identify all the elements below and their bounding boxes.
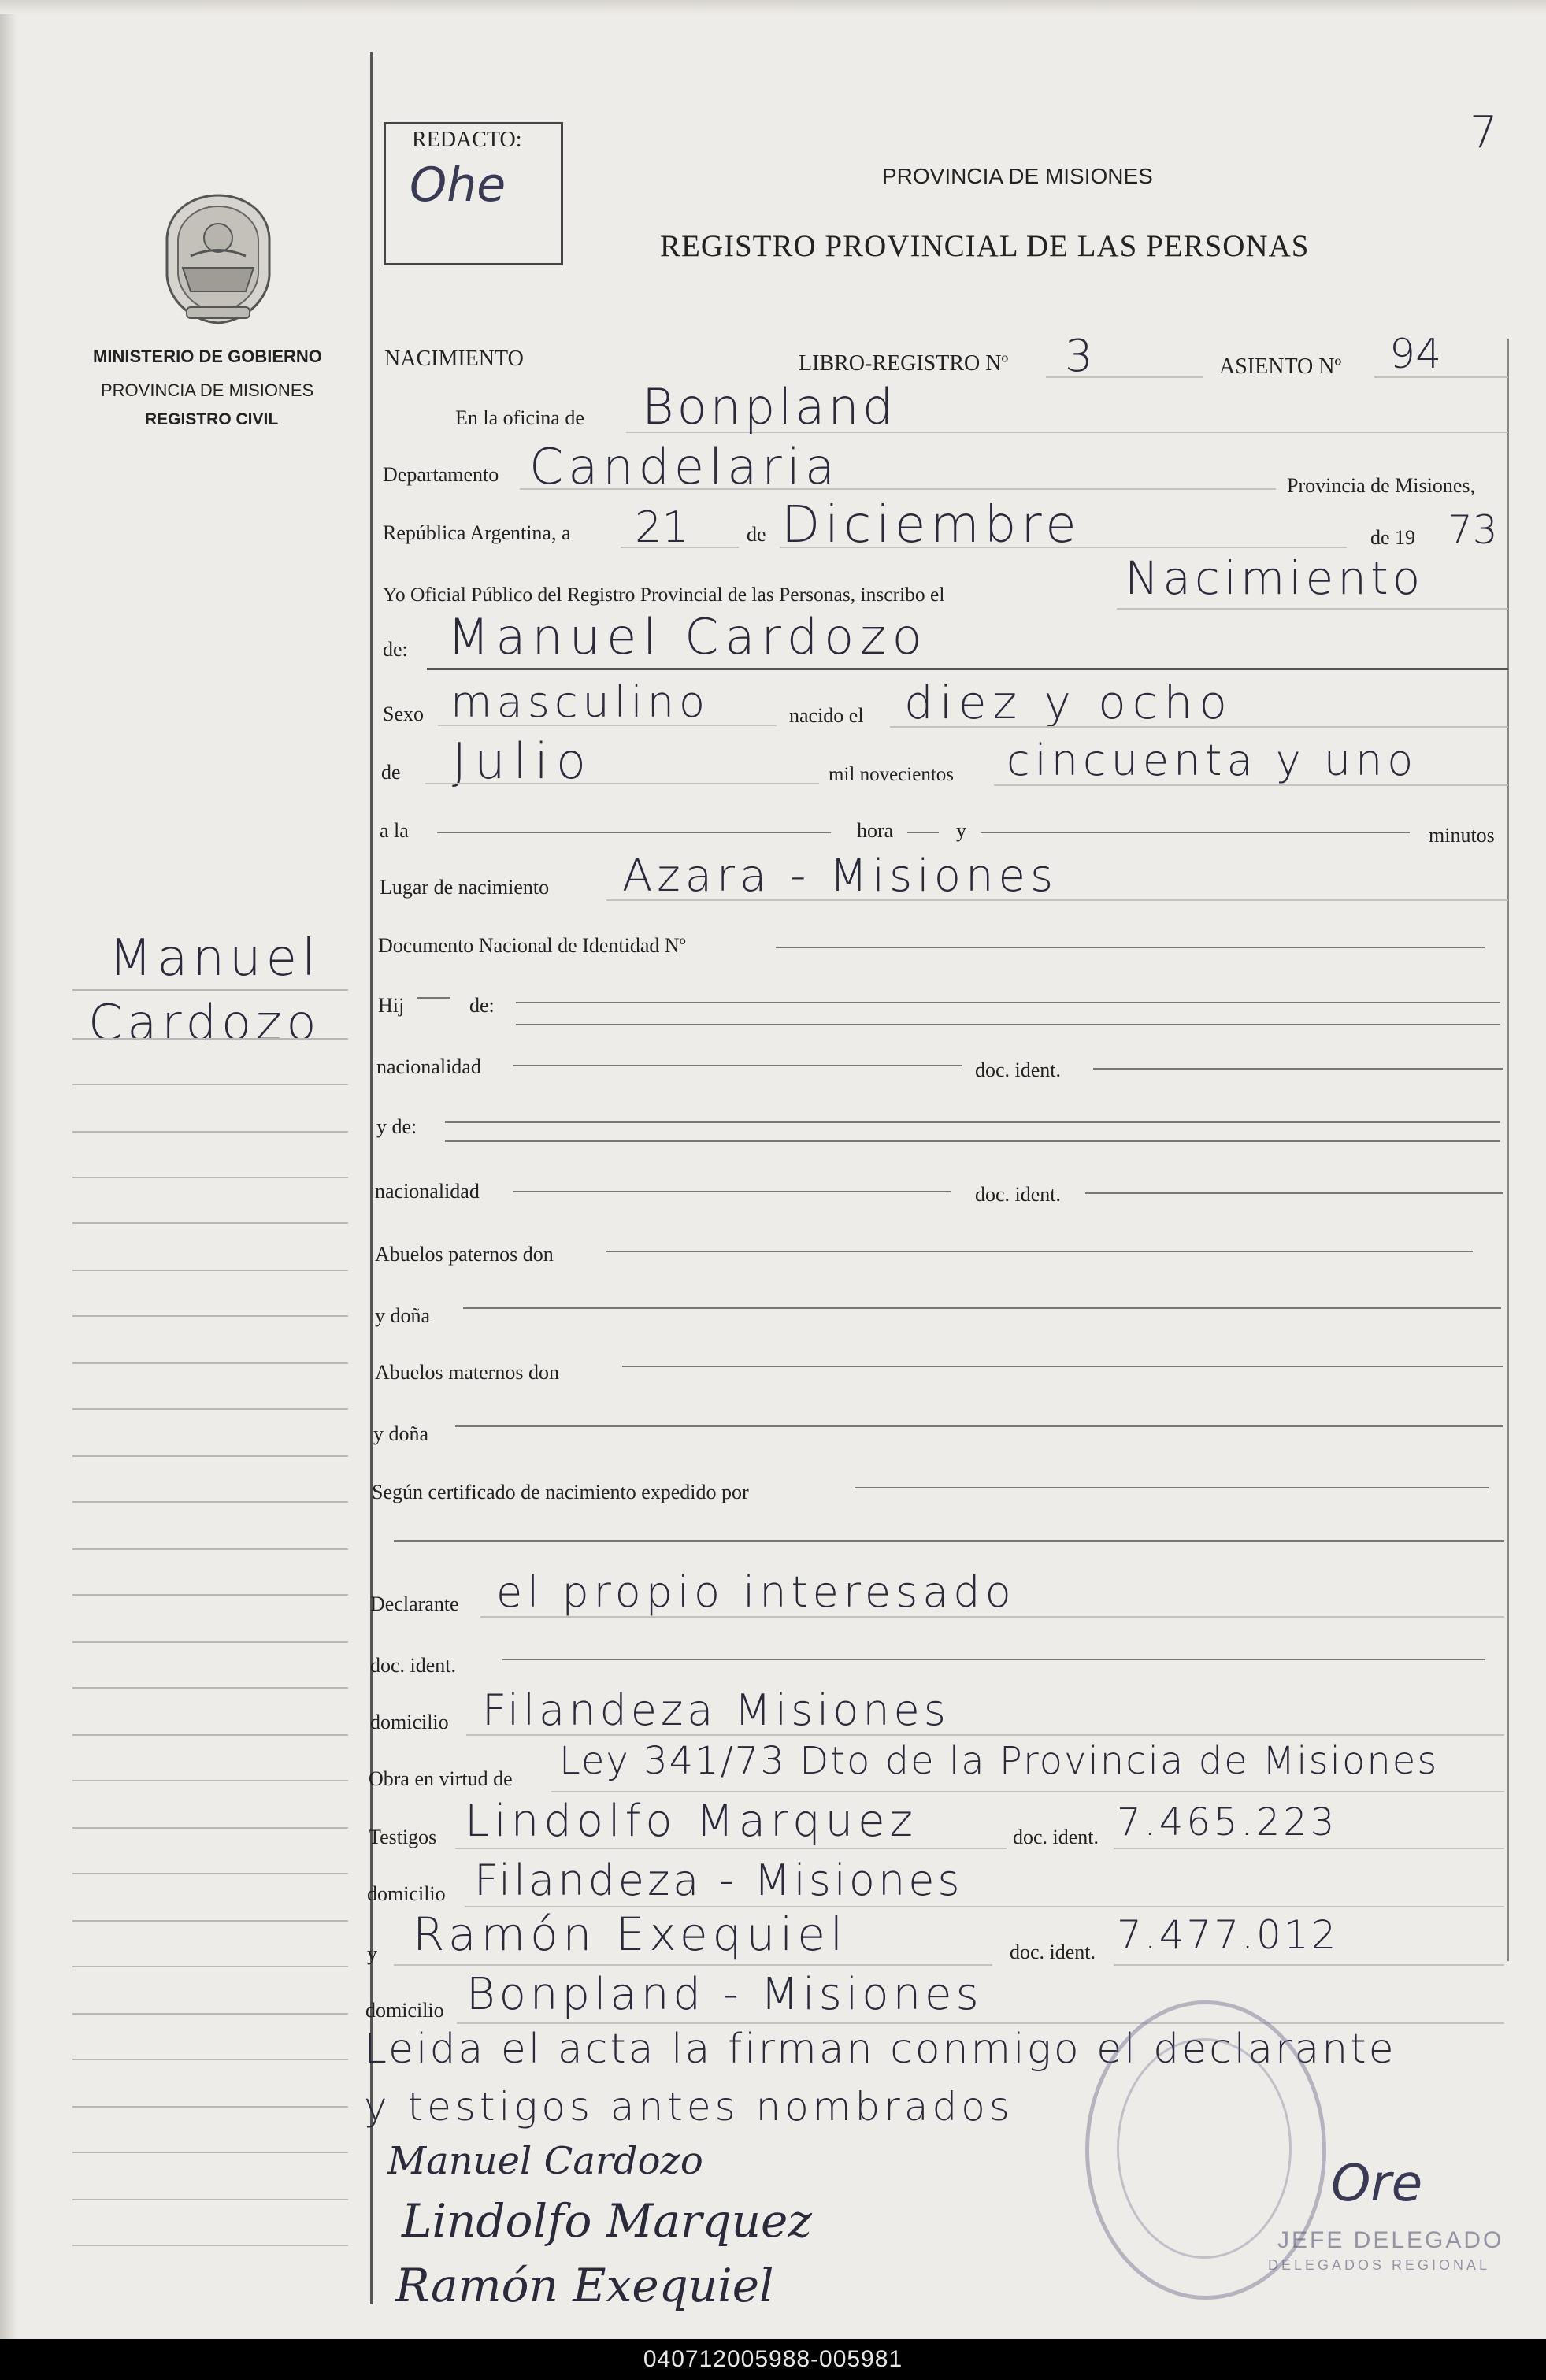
margin-guide-line: [72, 1548, 348, 1550]
domicilio-label: domicilio: [370, 1711, 449, 1733]
margin-guide-line: [72, 1408, 348, 1410]
month-value: Diciembre: [781, 496, 1081, 554]
margin-guide-line: [72, 1687, 348, 1689]
margin-guide-line: [72, 2199, 348, 2200]
nacido-value: diez y ocho: [904, 676, 1233, 729]
domicilio3-value: Bonpland - Misiones: [466, 1969, 983, 2020]
ministry-label: MINISTERIO DE GOBIERNO: [93, 347, 322, 366]
day-value: 21: [635, 502, 689, 552]
provincia-label: Provincia de Misiones,: [1287, 474, 1476, 497]
declarante-line: [480, 1616, 1504, 1618]
minutos-label: minutos: [1429, 824, 1495, 847]
margin-name-line2: Cardozo: [88, 994, 321, 1051]
page-number: 7: [1470, 107, 1498, 158]
abuelos-maternos-line: [622, 1366, 1503, 1367]
ala-label: a la: [380, 819, 409, 842]
margin-guide-line: [72, 1966, 348, 1967]
margin-guide-line: [72, 1315, 348, 1317]
right-border: [1507, 339, 1509, 1961]
doc-ident3-line: [502, 1659, 1485, 1660]
y-dona-line: [463, 1307, 1501, 1309]
abuelos-paternos-label: Abuelos paternos don: [375, 1243, 554, 1266]
testigo1-doc-line: [1114, 1848, 1504, 1849]
testigo2-line: [394, 1964, 992, 1966]
sexo-label: Sexo: [383, 703, 424, 725]
inscribo-line: [1117, 608, 1508, 610]
nacionalidad-line: [513, 1065, 962, 1066]
segun-line-2: [394, 1540, 1504, 1542]
signature-manuel: Manuel Cardozo: [387, 2139, 703, 2183]
signature-lindolfo: Lindolfo Marquez: [402, 2194, 812, 2248]
doc-ident5-label: doc. ident.: [1010, 1941, 1096, 1963]
de-label: de: [747, 523, 766, 546]
republica-label: República Argentina, a: [383, 521, 571, 544]
margin-guide-line: [72, 1641, 348, 1643]
asiento-value: 94: [1389, 331, 1442, 378]
dni-label: Documento Nacional de Identidad Nº: [378, 934, 686, 957]
dni-line: [776, 947, 1485, 948]
margin-guide-line: [72, 1177, 348, 1178]
segun-label: Según certificado de nacimiento expedido por: [372, 1481, 749, 1503]
domicilio2-value: Filandeza - Misiones: [474, 1855, 963, 1905]
nacido-line: [890, 726, 1508, 728]
nacionalidad2-label: nacionalidad: [375, 1180, 480, 1203]
margin-guide-line: [72, 989, 348, 991]
sexo-line: [438, 725, 777, 726]
registry-title: REGISTRO PROVINCIAL DE LAS PERSONAS: [660, 229, 1310, 263]
departamento-label: Departamento: [383, 463, 499, 486]
coat-of-arms-logo: [159, 189, 277, 327]
minutos-line: [981, 832, 1410, 833]
margin-guide-line: [72, 2152, 348, 2153]
doc-ident-label: doc. ident.: [975, 1058, 1062, 1081]
abuelos-maternos-label: Abuelos maternos don: [375, 1361, 559, 1384]
margin-name-line1: Manuel: [109, 929, 321, 988]
image-code-bar: [0, 2339, 1546, 2380]
domicilio-value: Filandeza Misiones: [482, 1685, 950, 1735]
margin-guide-line: [72, 1501, 348, 1503]
oficina-value: Bonpland: [642, 378, 897, 436]
parent2-line-a: [445, 1121, 1500, 1123]
domicilio-line: [466, 1734, 1504, 1736]
doc-ident2-label: doc. ident.: [975, 1183, 1062, 1206]
segun-line: [855, 1487, 1489, 1488]
testigo1-line: [455, 1848, 1007, 1849]
testigo1-doc-value: 7.465.223: [1117, 1800, 1338, 1844]
y2-label: y: [367, 1942, 377, 1965]
lugar-label: Lugar de nacimiento: [380, 876, 550, 899]
declarante-value: el propio interesado: [496, 1567, 1016, 1617]
y-dona2-line: [455, 1425, 1503, 1427]
parent2-line-b: [445, 1140, 1500, 1142]
abuelos-paternos-line: [606, 1251, 1473, 1252]
libro-label: LIBRO-REGISTRO Nº: [799, 351, 1009, 376]
person-name-value: Manuel Cardozo: [447, 608, 929, 665]
birth-month-line: [425, 783, 819, 784]
redacto-label: REDACTO:: [412, 128, 522, 152]
declarante-label: Declarante: [370, 1592, 459, 1615]
official-seal-inner-ring: [1117, 2038, 1292, 2259]
libro-value: 3: [1065, 331, 1093, 382]
margin-guide-line: [72, 1222, 348, 1224]
margin-guide-line: [72, 2013, 348, 2015]
province-heading: PROVINCIA DE MISIONES: [882, 164, 1153, 188]
closing-line2: y testigos antes nombrados: [364, 2084, 1014, 2130]
margin-divider: [370, 52, 373, 2304]
hora-line: [907, 832, 939, 833]
domicilio3-label: domicilio: [365, 1999, 444, 2022]
birth-month-value: Julio: [452, 732, 594, 790]
yde-label: y de:: [376, 1115, 417, 1138]
page-top-shadow: [0, 0, 1546, 14]
closing-line1: Leida el acta la firman conmigo el declarante: [364, 2026, 1396, 2073]
hij-dash: [417, 997, 450, 999]
sexo-value: masculino: [450, 677, 710, 727]
margin-guide-line: [72, 2106, 348, 2108]
birth-year-line: [994, 784, 1508, 786]
margin-guide-line: [72, 1873, 348, 1874]
domicilio3-line: [457, 2022, 1504, 2024]
obra-value: Ley 341/73 Dto de la Provincia de Misiones: [559, 1739, 1439, 1783]
image-code: 040712005988-005981: [643, 2346, 903, 2372]
parent1-line-a: [516, 1002, 1500, 1003]
de3-label: de:: [469, 994, 495, 1017]
redacto-initials: Ohe: [410, 158, 506, 213]
y-dona-label: y doña: [375, 1304, 431, 1327]
parent1-line-b: [516, 1024, 1500, 1025]
y-dona2-label: y doña: [373, 1422, 429, 1445]
official-signature: Ore: [1331, 2155, 1423, 2213]
margin-guide-line: [72, 2059, 348, 2060]
de-colon-label: de:: [383, 638, 408, 661]
margin-guide-line: [72, 1270, 348, 1271]
hora-label: hora: [857, 819, 894, 842]
person-name-line: [427, 668, 1508, 670]
obra-label: Obra en virtud de: [369, 1767, 513, 1790]
doc-ident2-line: [1085, 1192, 1503, 1194]
nacido-label: nacido el: [789, 704, 864, 727]
margin-guide-line: [72, 1594, 348, 1596]
signature-ramon: Ramón Exequiel: [395, 2259, 774, 2312]
nacionalidad-label: nacionalidad: [376, 1055, 481, 1078]
yo-oficial-label: Yo Oficial Público del Registro Provincial de las Personas, inscribo el: [383, 583, 945, 606]
stamp-text-delegados: DELEGADOS REGIONAL: [1268, 2257, 1491, 2273]
margin-guide-line: [72, 1780, 348, 1781]
margin-guide-line: [72, 1920, 348, 1922]
domicilio2-label: domicilio: [367, 1882, 446, 1905]
hij-label: Hij: [378, 994, 405, 1017]
doc-ident-line: [1093, 1068, 1503, 1070]
departamento-value: Candelaria: [529, 438, 840, 495]
civil-registry-label: REGISTRO CIVIL: [145, 410, 279, 428]
testigo2-doc-value: 7.477.012: [1117, 1912, 1339, 1958]
testigos-label: Testigos: [369, 1826, 437, 1848]
year-value: 73: [1448, 507, 1498, 553]
page-edge-shadow: [0, 0, 17, 2339]
margin-guide-line: [72, 1455, 348, 1457]
year-label: de 19: [1370, 526, 1416, 549]
margin-guide-line: [72, 1084, 348, 1085]
ministry-province-label: PROVINCIA DE MISIONES: [101, 380, 314, 400]
testigo1-value: Lindolfo Marquez: [465, 1796, 918, 1847]
testigo2-doc-line: [1114, 1964, 1504, 1966]
lugar-value: Azara - Misiones: [622, 851, 1058, 902]
testigo2-value: Ramón Exequiel: [413, 1907, 848, 1961]
margin-guide-line: [72, 1131, 348, 1133]
margin-guide-line: [72, 1827, 348, 1829]
oficina-label: En la oficina de: [455, 406, 584, 429]
stamp-text-jefe: JEFE DELEGADO: [1277, 2227, 1504, 2253]
record-type-label: NACIMIENTO: [384, 347, 524, 371]
margin-guide-line: [72, 1038, 348, 1040]
doc-ident4-label: doc. ident.: [1013, 1826, 1099, 1848]
doc-ident3-label: doc. ident.: [370, 1654, 457, 1677]
lugar-line: [606, 899, 1508, 901]
nacionalidad2-line: [513, 1191, 951, 1192]
birth-year-value: cincuenta y uno: [1007, 736, 1418, 785]
asiento-label: ASIENTO Nº: [1219, 354, 1342, 379]
margin-guide-line: [72, 2245, 348, 2246]
y-label: y: [956, 819, 966, 842]
mil-label: mil novecientos: [829, 764, 954, 785]
margin-guide-line: [72, 1734, 348, 1736]
inscribo-value: Nacimiento: [1125, 551, 1425, 605]
margin-guide-line: [72, 1362, 348, 1364]
ala-line: [437, 832, 831, 833]
obra-line: [551, 1791, 1504, 1792]
de2-label: de: [381, 761, 401, 784]
